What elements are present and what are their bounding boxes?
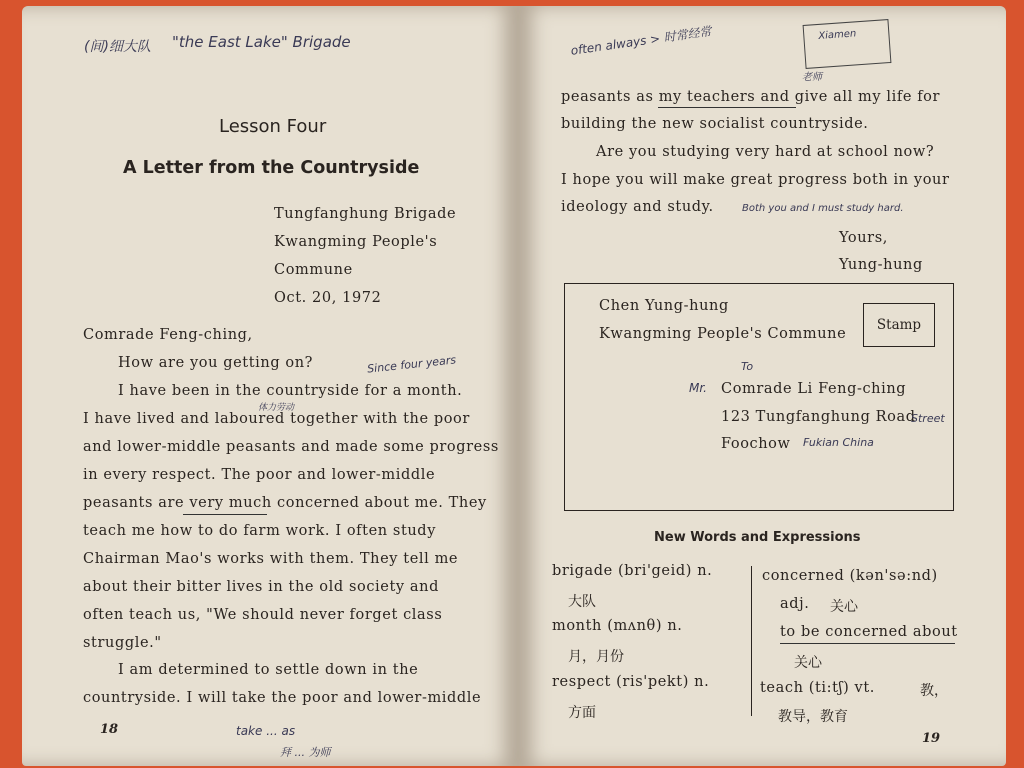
vocab-word: respect (ris'pekt) n. [552,674,710,690]
recipient-street: 123 Tungfanghung Road [721,409,916,425]
letter-line: often teach us, "We should never forget class [83,607,443,623]
handwritten-note-often: often always > 时常经常 [569,24,713,58]
pen-underline [780,643,955,644]
vocab-meaning: 方面 [568,705,596,721]
sender-name: Chen Yung-hung [599,298,729,314]
letter-line: I am determined to settle down in the [118,662,419,678]
pen-underline [658,107,796,108]
letter-line: struggle." [83,635,162,651]
handwritten-to: To [741,360,754,373]
handwritten-box [803,19,892,69]
vocab-part-of-speech: adj. [780,596,810,612]
lesson-heading: Lesson Four [219,116,327,137]
handwritten-note-chinese: (间)细大队 [84,39,151,55]
page-number: 19 [922,731,941,746]
pen-underline [183,514,267,515]
handwritten-box-text: Xiamen [818,28,857,42]
stamp-label: Stamp [876,317,922,333]
letter-line: I hope you will make great progress both in your [561,172,950,188]
handwritten-note-study: Both you and I must study hard. [742,203,904,214]
letter-line: peasants as my teachers and give all my life for [561,89,941,105]
handwritten-note-brigade: "the East Lake" Brigade [172,33,351,51]
stamp-box [863,303,935,347]
handwritten-note-take-as: take ... as [236,724,296,738]
handwritten-note-since: Since four years [366,353,457,376]
vocab-word: concerned (kən'sə:nd) [762,568,938,584]
right-page [518,6,1006,766]
vocab-meaning: 大队 [568,594,596,610]
salutation: Comrade Feng-ching, [83,327,253,343]
vocab-meaning: 关心 [794,655,822,671]
new-words-heading: New Words and Expressions [654,530,861,545]
vocab-meaning: 关心 [830,599,858,615]
envelope-diagram [564,283,954,511]
letter-line: How are you getting on? [118,355,314,371]
letter-line: I have been in the countryside for a month. [118,383,463,399]
vocab-divider [751,566,752,716]
letter-line: ideology and study. [561,199,714,215]
letter-line: Chairman Mao's works with them. They tell me [83,551,459,567]
letter-line: countryside. I will take the poor and lower-middle [83,690,482,706]
vocab-word: brigade (bri'geid) n. [552,563,713,579]
sender-address: Kwangming People's Commune [599,326,847,342]
letter-line: Are you studying very hard at school now? [596,144,935,160]
recipient-name: Comrade Li Feng-ching [721,381,907,397]
vocab-meaning: 月，月份 [568,649,624,665]
letter-line: in every respect. The poor and lower-middle [83,467,436,483]
letter-line: peasants are very much concerned about me. They [83,495,487,511]
letter-line: and lower-middle peasants and made some progress [83,439,499,455]
address-line: Kwangming People's [274,234,438,250]
handwritten-street: Street [911,412,945,425]
handwritten-mr: Mr. [689,381,707,395]
letter-line: teach me how to do farm work. I often study [83,523,436,539]
letter-line: about their bitter lives in the old society and [83,579,439,595]
handwritten-note-labour: 体力劳动 [258,403,295,413]
address-line: Commune [274,262,353,278]
vocab-meaning: 教导，教育 [778,709,848,725]
letter-closing: Yours, [839,230,888,246]
handwritten-city: Fukian China [803,436,874,449]
lesson-title: A Letter from the Countryside [123,158,420,178]
recipient-city: Foochow [721,436,791,452]
vocab-word: month (mʌnθ) n. [552,618,683,634]
vocab-word: to be concerned about [780,624,958,640]
handwritten-note-teachers: 老师 [802,72,822,83]
letter-signature: Yung-hung [839,257,923,273]
handwritten-note-chinese-bottom: 拜 ... 为师 [280,746,331,759]
vocab-meaning: 教， [920,683,948,699]
vocab-word: teach (ti:tʃ) vt. [760,680,875,696]
letter-date: Oct. 20, 1972 [274,290,382,306]
address-line: Tungfanghung Brigade [274,206,457,222]
letter-line: I have lived and laboured together with the poor [83,411,470,427]
page-number: 18 [100,722,119,737]
letter-line: building the new socialist countryside. [561,116,869,132]
left-page [22,6,518,766]
